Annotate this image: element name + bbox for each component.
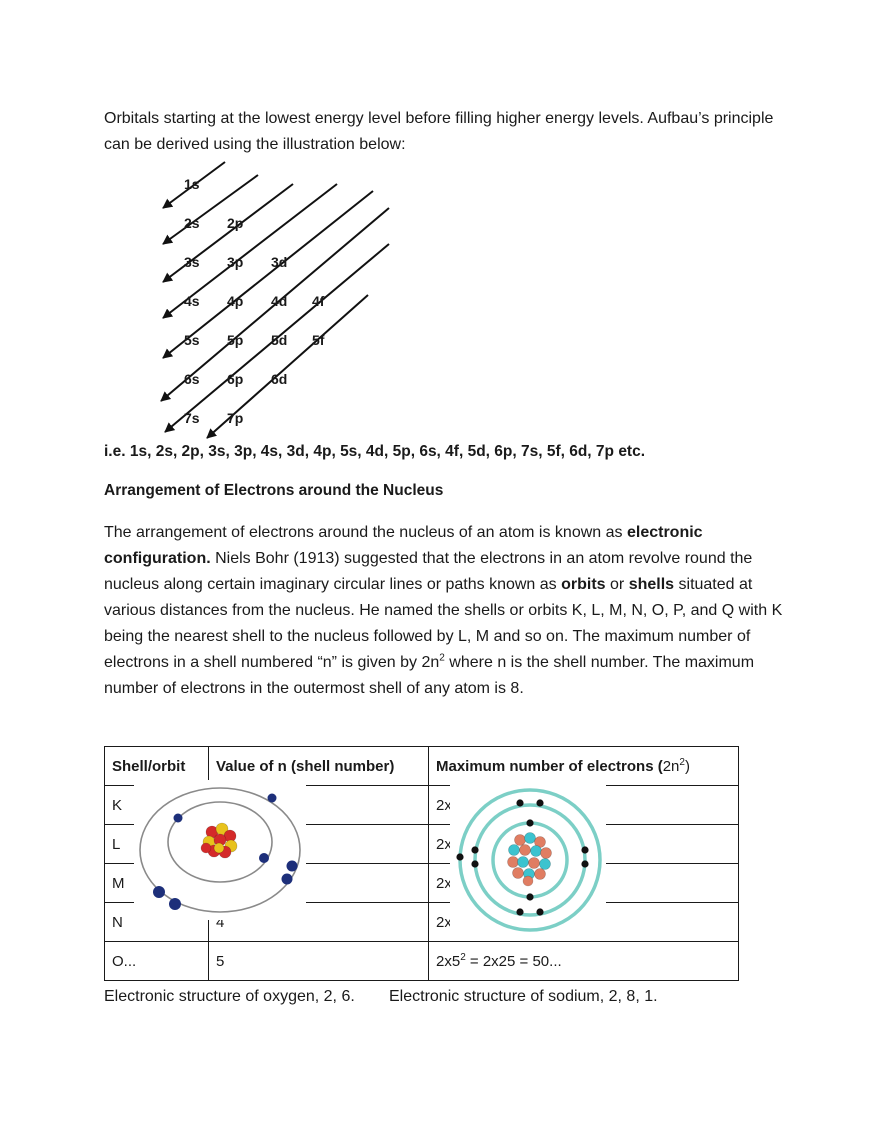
sodium-atom-image [450,784,606,934]
cell-max-exponent: 2 [460,951,466,963]
cell-max: 2x [429,786,739,825]
oxygen-nucleus [201,823,237,858]
orbital-label-7p: 7p [227,410,244,426]
orbital-label-6s: 6s [184,371,200,387]
orbital-label-3s: 3s [184,254,200,270]
intro-paragraph: Orbitals starting at the lowest energy level before filling higher energy levels. Aufbau’s principle can be derived using the illustration below: [104,110,774,153]
cell-max [429,942,739,981]
section-heading: Arrangement of Electrons around the Nucleus [104,482,444,499]
orbital-label-2p: 2p [227,215,244,231]
sodium-nucleus [508,833,552,887]
orbital-label-6d: 6d [271,371,288,387]
body-text-1: The arrangement of electrons around the nucleus of an atom is known as [104,524,627,541]
cell-shell: O... [105,942,209,981]
cell-shell: K [105,786,209,825]
cell-n: 5 [209,942,429,981]
cell-max: 2x [429,825,739,864]
orbital-label-7s: 7s [184,410,200,426]
orbital-label-5f: 5f [312,332,325,348]
table-row [105,942,739,981]
term-shells: shells [628,576,675,593]
body-text-2: Niels Bohr (1913) suggested that the electrons in an atom revolve round the nucleus along certain imaginary circular lines or paths known as [104,550,753,593]
aufbau-arrow-2 [163,175,258,244]
orbital-label-2s: 2s [184,215,200,231]
cell-max-base: 2x5 [436,952,461,970]
term-electronic-configuration: electronic configuration. [104,524,703,567]
formula-exponent: 2 [439,652,445,664]
orbital-label-4p: 4p [227,293,244,309]
oxygen-atom-image [134,780,306,920]
header-max-text: Maximum number of electrons ( [436,757,663,775]
orbital-label-3d: 3d [271,254,288,270]
header-close-paren: ) [684,757,690,775]
header-formula-exponent: 2 [679,756,685,768]
aufbau-diagram [150,158,410,448]
electronic-configuration-paragraph [104,520,784,702]
cell-shell: M [105,864,209,903]
header-n: Value of n (shell number) [209,747,429,786]
orbital-label-5d: 5d [271,332,288,348]
orbital-label-4d: 4d [271,293,288,309]
sodium-caption: Electronic structure of sodium, 2, 8, 1. [389,988,658,1005]
orbital-label-5p: 5p [227,332,244,348]
header-shell: Shell/orbit [105,747,209,786]
body-text-5: where n is the shell number. The maximum number of electrons in the outermost shell of any atom is 8. [104,654,755,697]
header-max-electrons [429,747,739,786]
cell-n: 4 [209,903,429,942]
term-orbits: orbits [561,576,606,593]
orbital-label-3p: 3p [227,254,244,270]
body-text-3: or [605,576,629,593]
orbital-label-4s: 4s [184,293,200,309]
orbital-label-4f: 4f [312,293,325,309]
cell-shell: N [105,903,209,942]
body-text-4: situated at various distances from the nucleus. He named the shells or orbits K, L, M, N, O, P, and Q with K being the nearest shell to the nucleus followed by L, M and so on. The maximum number of electrons in a shell numbered “n” is given by 2n [104,576,783,671]
orbital-label-5s: 5s [184,332,200,348]
orbital-label-1s: 1s [184,176,200,192]
cell-max: 2x [429,864,739,903]
cell-max: 2x [429,903,739,942]
header-formula: 2n [662,757,680,775]
cell-shell: L [105,825,209,864]
oxygen-caption: Electronic structure of oxygen, 2, 6. [104,988,355,1005]
cell-max-result: = 2x25 = 50... [465,952,562,970]
filling-order-summary: i.e. 1s, 2s, 2p, 3s, 3p, 4s, 3d, 4p, 5s, 4d, 5p, 6s, 4f, 5d, 6p, 7s, 5f, 6d, 7p etc. [104,443,646,460]
orbital-label-6p: 6p [227,371,244,387]
